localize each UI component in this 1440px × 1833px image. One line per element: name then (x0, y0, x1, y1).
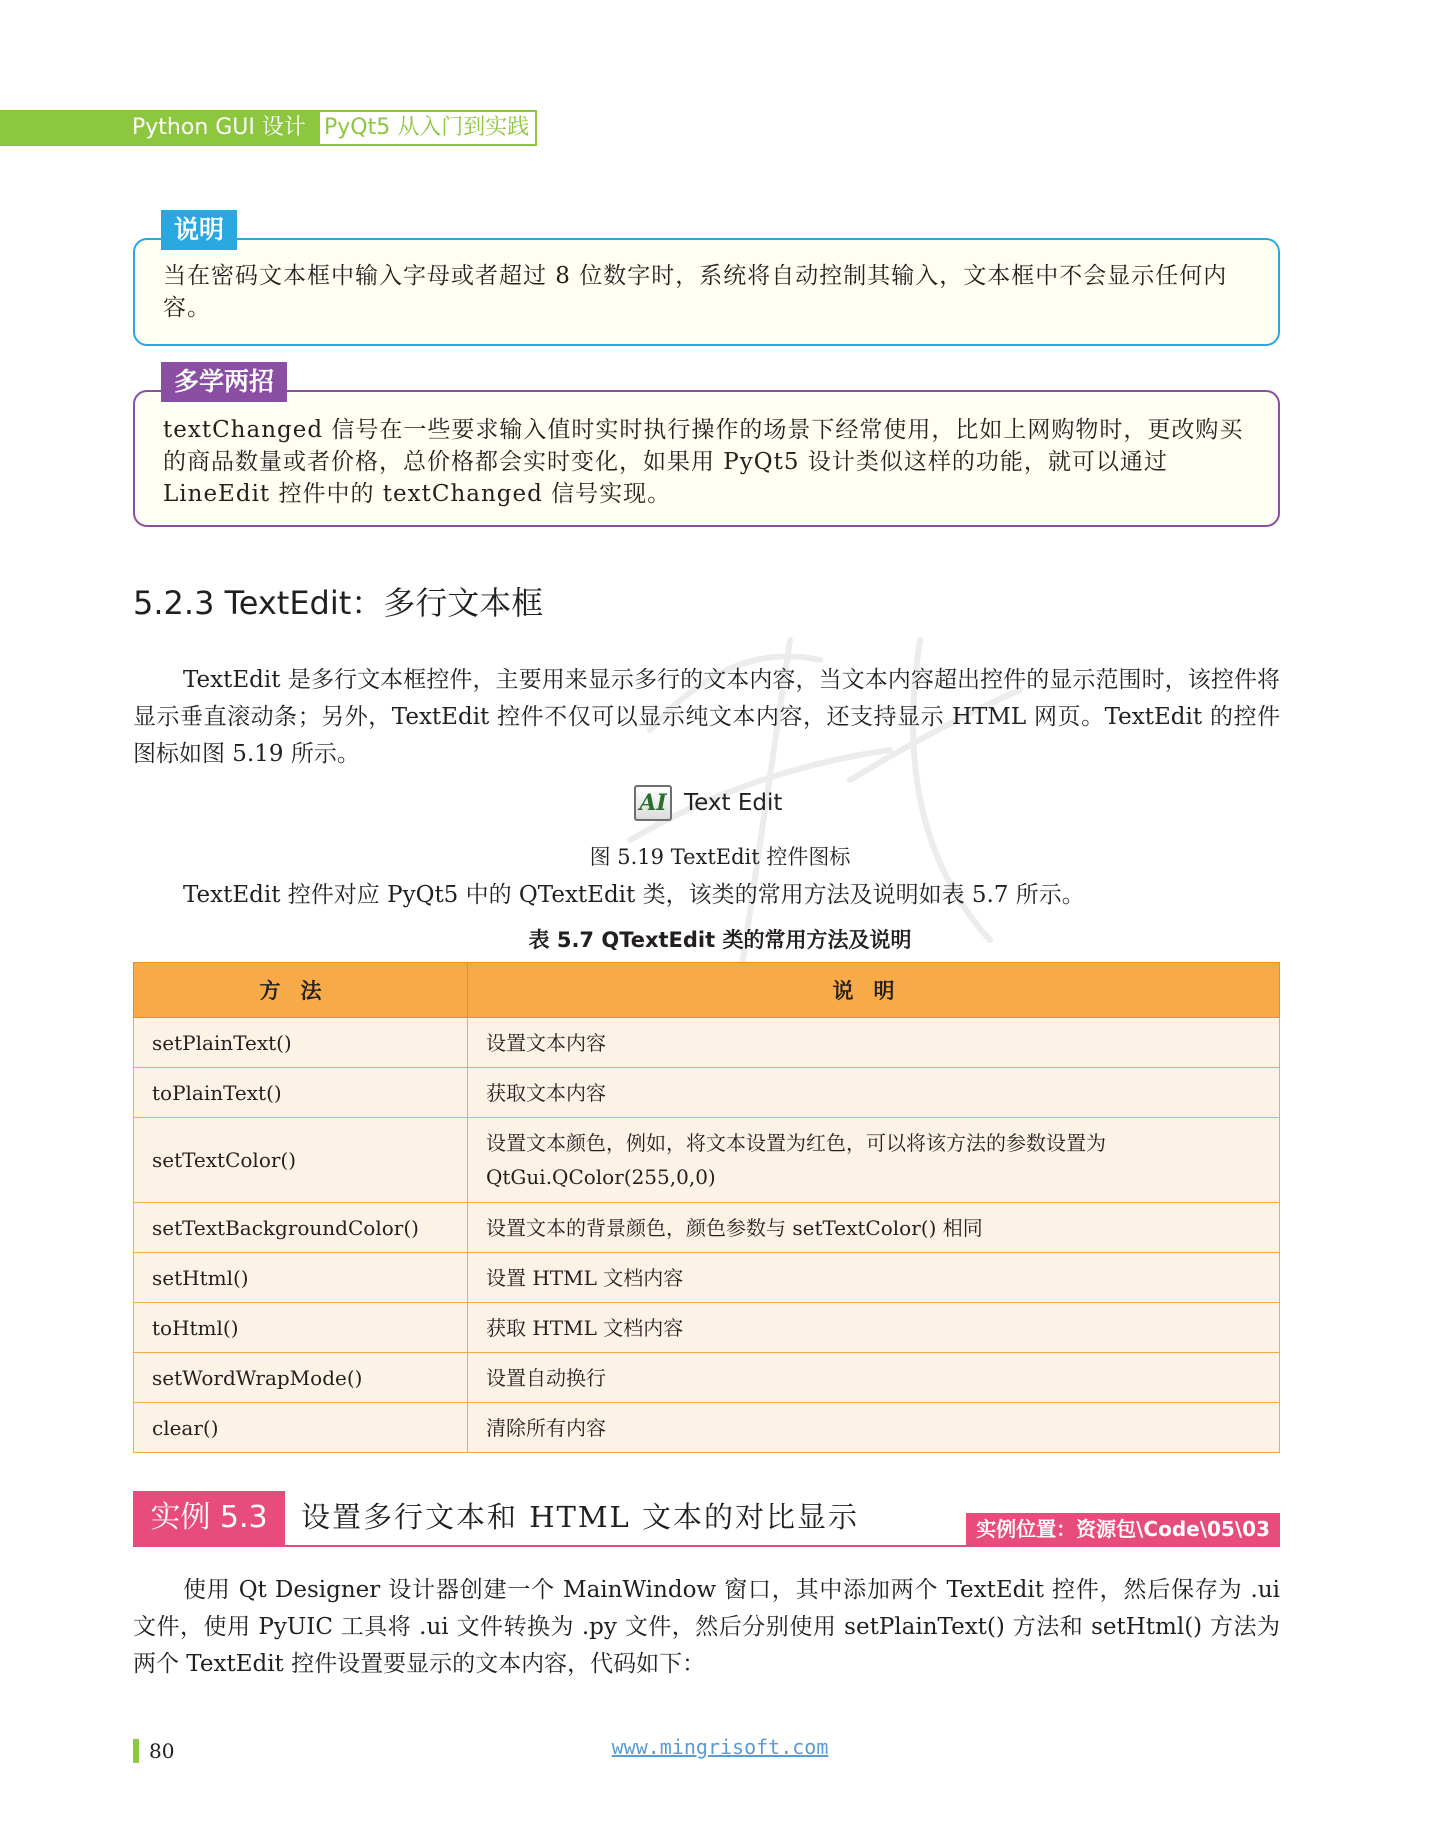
table-intro-paragraph (133, 877, 1280, 914)
book-subtitle: PyQt5 从入门到实践 (320, 110, 537, 146)
table-row (134, 1068, 1280, 1118)
book-title: Python GUI 设计 (0, 110, 320, 146)
header-method: 方法 (134, 963, 468, 1018)
method-cell: setWordWrapMode() (134, 1353, 468, 1403)
ai-icon: AI (634, 785, 672, 821)
description-cell: 设置文本内容 (468, 1018, 1280, 1068)
table-row (134, 1353, 1280, 1403)
example-body: 使用 Qt Designer 设计器创建一个 MainWindow 窗口，其中添加两个 TextEdit 控件，然后保存为 .ui 文件，使用 PyUIC 工具将 .ui 文件转换为 .py 文件，然后分别使用 setPlainText() 方法和 setHtml() 方法为两个 TextEdit 控件设置要显示的文本内容，代码如下： (133, 1577, 1280, 1677)
table-intro-text: TextEdit 控件对应 PyQt5 中的 QTextEdit 类，该类的常用方法及说明如表 5.7 所示。 (183, 882, 1085, 908)
example-location: 实例位置：资源包\Code\05\03 (966, 1513, 1280, 1545)
description-cell: 获取文本内容 (468, 1068, 1280, 1118)
method-cell: setTextColor() (134, 1118, 468, 1203)
description-cell: 设置 HTML 文档内容 (468, 1253, 1280, 1303)
note-tag: 说明 (161, 210, 237, 250)
page-number-text: 80 (149, 1739, 175, 1763)
methods-table (133, 962, 1280, 1453)
intro-text: TextEdit 是多行文本框控件，主要用来显示多行的文本内容，当文本内容超出控件的显示范围时，该控件将显示垂直滚动条；另外，TextEdit 控件不仅可以显示纯文本内容，还支持显示 HTML 网页。TextEdit 的控件图标如图 5.19 所示。 (133, 667, 1280, 767)
table-row (134, 1203, 1280, 1253)
note-text: 当在密码文本框中输入字母或者超过 8 位数字时，系统将自动控制其输入，文本框中不会显示任何内容。 (163, 263, 1228, 321)
tip-text: textChanged 信号在一些要求输入值时实时执行操作的场景下经常使用，比如上网购物时，更改购买的商品数量或者价格，总价格都会实时变化，如果用 PyQt5 设计类似这样的功能，就可以通过 LineEdit 控件中的 textChanged 信号实现。 (163, 417, 1244, 507)
figure-caption: 图 5.19 TextEdit 控件图标 (589, 845, 851, 869)
example-paragraph (133, 1572, 1280, 1683)
intro-paragraph (133, 662, 1280, 773)
tip-tag: 多学两招 (161, 362, 287, 402)
table-row (134, 1018, 1280, 1068)
method-cell: setHtml() (134, 1253, 468, 1303)
example-title: 设置多行文本和 HTML 文本的对比显示 (301, 1500, 860, 1534)
table-caption: 表 5.7 QTextEdit 类的常用方法及说明 (528, 928, 912, 952)
description-cell: 获取 HTML 文档内容 (468, 1303, 1280, 1353)
table-row (134, 1118, 1280, 1203)
control-label: Text Edit (684, 790, 783, 816)
note-box (133, 238, 1280, 346)
example-number: 实例 5.3 (133, 1491, 285, 1545)
method-cell: setTextBackgroundColor() (134, 1203, 468, 1253)
description-cell: 设置文本颜色，例如，将文本设置为红色，可以将该方法的参数设置为 QtGui.QColor(255,0,0) (468, 1118, 1280, 1203)
table-row (134, 1303, 1280, 1353)
section-heading: 5.2.3 TextEdit：多行文本框 (133, 584, 544, 622)
footer-url[interactable]: www.mingrisoft.com (611, 1735, 829, 1759)
description-cell: 设置自动换行 (468, 1353, 1280, 1403)
description-cell: 清除所有内容 (468, 1403, 1280, 1453)
table-row (134, 1403, 1280, 1453)
header-description: 说明 (468, 963, 1280, 1018)
table-row (134, 1253, 1280, 1303)
method-cell: clear() (134, 1403, 468, 1453)
textedit-control-icon (634, 785, 782, 821)
example-heading (133, 1491, 1280, 1547)
method-cell: setPlainText() (134, 1018, 468, 1068)
table-header-row (134, 963, 1280, 1018)
method-cell: toHtml() (134, 1303, 468, 1353)
book-header (0, 110, 537, 146)
description-cell: 设置文本的背景颜色，颜色参数与 setTextColor() 相同 (468, 1203, 1280, 1253)
method-cell: toPlainText() (134, 1068, 468, 1118)
tip-box (133, 390, 1280, 527)
